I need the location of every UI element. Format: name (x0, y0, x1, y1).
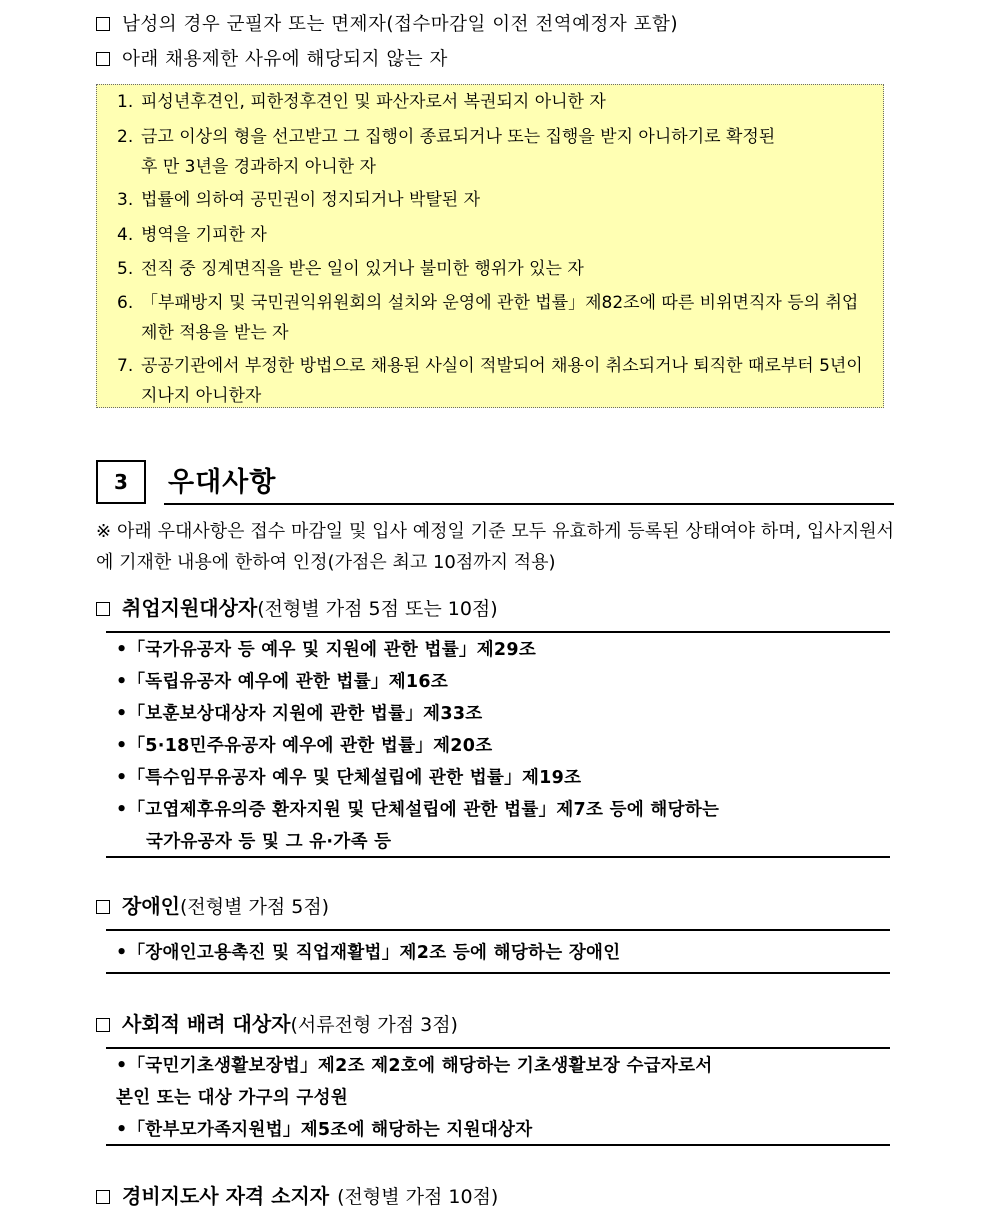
item-number: 4. (117, 225, 134, 245)
section-number: 3 (96, 460, 146, 504)
checkbox-icon (96, 1190, 110, 1204)
checkbox-icon (96, 900, 110, 914)
section-title: 우대사항 (168, 467, 277, 498)
item-text: 「부패방지 및 국민권익위원회의 설치와 운영에 관한 법률」제82조에 따른 비위면직자 등의 취업 제한 적용을 받는 자 (141, 293, 859, 343)
restriction-item (117, 87, 885, 117)
law-item: •「국가유공자 등 예우 및 지원에 관한 법률」제29조 (116, 640, 537, 660)
divider (106, 856, 890, 858)
item-number: 2. (117, 127, 134, 147)
requirement-no-restriction (96, 45, 448, 71)
category-disabled (96, 890, 329, 919)
category-security-guard (96, 1180, 498, 1209)
law-item: •「보훈보상대상자 지원에 관한 법률」제33조 (116, 704, 483, 724)
item-text: 공공기관에서 부정한 방법으로 채용된 사실이 적발되어 채용이 취소되거나 퇴직한 때로부터 5년이 지나지 아니한자 (141, 356, 863, 406)
checkbox-icon (96, 602, 110, 616)
item-number: 3. (117, 190, 134, 210)
divider (106, 631, 890, 633)
item-text: 법률에 의하여 공민권이 정지되거나 박탈된 자 (141, 190, 481, 210)
law-item-continuation: 국가유공자 등 및 그 유·가족 등 (146, 832, 392, 852)
checkbox-icon (96, 52, 110, 66)
item-text: 금고 이상의 형을 선고받고 그 집행이 종료되거나 또는 집행을 받지 아니하기로 확정된 후 만 3년을 경과하지 아니한 자 (141, 127, 776, 177)
law-item-continuation: 본인 또는 대상 가구의 구성원 (116, 1088, 349, 1108)
restriction-item (117, 122, 885, 182)
item-text: 병역을 기피한 자 (141, 225, 267, 245)
item-number: 1. (117, 92, 134, 112)
restriction-item (117, 254, 885, 284)
law-item: •「독립유공자 예우에 관한 법률」제16조 (116, 672, 449, 692)
divider (106, 972, 890, 974)
law-item: •「고엽제후유의증 환자지원 및 단체설립에 관한 법률」제7조 등에 해당하는 (116, 800, 720, 820)
section-underline (164, 503, 894, 505)
category-points: (서류전형 가점 3점) (290, 1014, 458, 1036)
checkbox-icon (96, 17, 110, 31)
category-points: (전형별 가점 5점) (179, 896, 330, 918)
divider (106, 929, 890, 931)
restriction-item (117, 288, 885, 348)
requirement-text: 아래 채용제한 사유에 해당되지 않는 자 (122, 49, 448, 70)
category-social (96, 1008, 458, 1037)
item-number: 5. (117, 259, 134, 279)
category-name: 경비지도사 자격 소지자 (122, 1184, 330, 1208)
category-employment-support (96, 592, 498, 621)
restriction-item (117, 220, 885, 250)
preference-note: ※ 아래 우대사항은 접수 마감일 및 입사 예정일 기준 모두 유효하게 등록된 상태여야 하며, 입사지원서에 기재한 내용에 한하여 인정(가점은 최고 10점까지 적용) (96, 521, 894, 573)
divider (106, 1144, 890, 1146)
checkbox-icon (96, 1018, 110, 1032)
requirement-text: 남성의 경우 군필자 또는 면제자(접수마감일 이전 전역예정자 포함) (122, 14, 679, 35)
restriction-item (117, 351, 885, 411)
category-name: 장애인 (122, 894, 180, 918)
law-item: •「한부모가족지원법」제5조에 해당하는 지원대상자 (116, 1120, 533, 1140)
divider (106, 1047, 890, 1049)
law-item: •「장애인고용촉진 및 직업재활법」제2조 등에 해당하는 장애인 (116, 943, 621, 963)
restriction-list-box (96, 84, 884, 408)
category-points: (전형별 가점 10점) (337, 1186, 499, 1208)
item-text: 전직 중 징계면직을 받은 일이 있거나 불미한 행위가 있는 자 (141, 259, 584, 279)
law-item: •「5·18민주유공자 예우에 관한 법률」제20조 (116, 736, 493, 756)
category-points: (전형별 가점 5점 또는 10점) (257, 598, 498, 620)
restriction-item (117, 185, 885, 215)
law-item: •「국민기초생활보장법」제2조 제2호에 해당하는 기초생활보장 수급자로서 (116, 1056, 713, 1076)
category-name: 취업지원대상자 (122, 596, 258, 620)
item-text: 피성년후견인, 피한정후견인 및 파산자로서 복권되지 아니한 자 (141, 92, 606, 112)
item-number: 7. (117, 356, 134, 376)
law-item: •「특수임무유공자 예우 및 단체설립에 관한 법률」제19조 (116, 768, 582, 788)
category-name: 사회적 배려 대상자 (122, 1012, 291, 1036)
item-number: 6. (117, 293, 134, 313)
requirement-military (96, 10, 678, 36)
